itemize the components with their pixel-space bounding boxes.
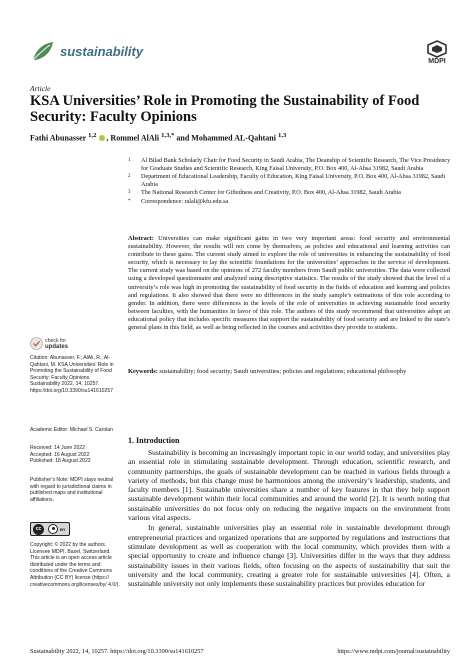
updates-label: updates — [45, 343, 69, 350]
affiliation-text: Al Bilad Bank Scholarly Chair for Food Security in Saudi Arabia, The Deanship of Scientific Research, The Vice Presidency for Graduate Studies and Scientific Research, King Faisal University, P.O. Box 400, Al-Ahsa 31982, Saudi Arabia — [141, 157, 451, 172]
citation-block: Citation: Abunasser, F.; AlAli, R.; Al-Qahtani, M. KSA Universities’ Role in Promoting the Sustainability of Food Security: Faculty Opinions. Sustainability 2022, 14, 10257. https://doi.org/10.3390/su141610257 — [30, 355, 114, 394]
publisher-note: Publisher’s Note: MDPI stays neutral with regard to jurisdictional claims in published maps and institutional affiliations. — [30, 477, 114, 503]
copyright-notice: Copyright: © 2022 by the authors. Licensee MDPI, Basel, Switzerland. This article is an open access article distributed under the terms and conditions of the Creative Commons Attribution (CC BY) license (https:// creativecommons.org/licenses/by/ 4.0/). — [30, 542, 120, 588]
affiliation-text: Department of Educational Leadership, Faculty of Education, King Faisal University, P.O. Box 400, Al-Ahsa 31982, Saudi Arabia — [141, 173, 446, 188]
affiliation-mark: 2 — [128, 174, 131, 180]
affiliation-mark: * — [128, 198, 131, 204]
keywords-label: Keywords: — [128, 368, 158, 375]
author-affil-sup: 1,3,* — [161, 132, 175, 139]
publisher-name: MDPI — [428, 58, 446, 65]
author-name[interactable]: and Mohammed AL-Qahtani — [176, 133, 276, 143]
affiliation-item — [128, 157, 458, 172]
affiliation-item — [128, 189, 458, 197]
abstract — [128, 235, 450, 332]
received-date: Received: 14 June 2022 — [30, 445, 85, 451]
academic-editor: Academic Editor: Michael S. Carolan — [30, 427, 113, 433]
mdpi-hexagon-icon — [426, 40, 448, 58]
published-date: Published: 18 August 2022 — [30, 458, 91, 465]
author-affil-sup: 1,2 — [88, 132, 97, 139]
cc-license-badge[interactable] — [30, 522, 70, 536]
keywords — [128, 368, 450, 376]
paragraph: In general, sustainable universities play an essential role in sustainable development through entrepreneurial practices and organized operations that are supported by regulations and instructions that stimulate development as well as cooperation with the local community, which provides them with a special opportunity to create and influence change [3]. Universities differ in the ways that they address sustainability issues in their various fields, often focusing on the aspects of sustainability that suit the university and the local community, creating a greater role for sustainable universities [4]. Often, a sustainable university not only implements these sustainability practices but provides education for — [128, 523, 450, 589]
footer-journal-url[interactable]: https://www.mdpi.com/journal/sustainability — [337, 648, 450, 655]
affiliation-item — [128, 173, 458, 188]
affiliation-mark: 3 — [128, 190, 131, 196]
paragraph: Sustainability is becoming an increasingly important topic in our world today, and universities play an essential role in stimulating sustainable development. Through education, scientific research, and community partnerships, the goals of sustainable development can be reached in various fields through a variety of methods, but this change must be harmonious among the university’s leadership, students, and faculty members [1]. Sustainable universities share a number of key features in that they help support sustainable development within their local communities and around the world [2]. It is worth noting that sustainable universities do not focus only on reducing the negative impacts on the environment from various vital aspects. — [128, 448, 450, 523]
check-label: check for — [45, 337, 67, 344]
page-footer — [30, 648, 450, 655]
author-name[interactable]: , Rommel AlAli — [106, 133, 160, 143]
journal-name: sustainability — [60, 43, 144, 59]
cc-icon: cc — [33, 524, 44, 535]
check-updates-icon — [30, 337, 43, 350]
mdpi-logo — [426, 40, 448, 65]
publication-dates — [30, 445, 120, 465]
author-list — [30, 132, 286, 143]
accepted-date: Accepted: 16 August 2022 — [30, 451, 90, 458]
affiliation-text: The National Research Center for Giftedness and Creativity, P.O. Box 400, Al-Ahsa 31982, Saudi Arabia — [141, 189, 401, 197]
affiliation-item — [128, 198, 458, 206]
affiliation-mark: 1 — [128, 158, 131, 163]
leaf-icon — [30, 38, 56, 64]
article-type: Article — [30, 84, 51, 93]
footer-citation[interactable]: Sustainability 2022, 14, 10257. https://doi.org/10.3390/su141610257 — [30, 648, 204, 655]
author-affil-sup: 1,3 — [277, 132, 287, 139]
abstract-label: Abstract: — [128, 235, 154, 242]
article-title: KSA Universities’ Role in Promoting the Sustainability of Food Security: Faculty Opinions — [30, 93, 420, 125]
orcid-icon[interactable] — [99, 135, 105, 141]
by-attribution-icon — [48, 524, 58, 534]
author-name[interactable]: Fathi Abunasser — [30, 133, 87, 143]
keywords-text: sustainability; food security; Saudi universities; policies and regulations; educational philosophy — [157, 368, 407, 375]
cc-by-label: BY — [60, 526, 66, 532]
journal-logo — [30, 38, 143, 64]
affiliations — [128, 157, 458, 207]
check-for-updates-badge[interactable] — [30, 337, 68, 350]
section-heading: 1. Introduction — [128, 436, 180, 445]
introduction-body — [128, 448, 450, 589]
abstract-text: Universities can make significant gains in two very important areas: food security and environmental sustainability. However, the results will not come by themselves, as policies and educational and learning activities can contribute to these gains. The current study aimed to explore the role of universities in enhancing the sustainability of food security, which is necessary to lay the scientific foundations for the universities’ approaches in the service of development. The current study was based on the opinions of 272 faculty members from Saudi public universities. The data were collected using a developed questionnaire and analyzed using descriptive statistics. The results of the study showed that the level of a university’s role was high in promoting the sustainability of food security in the fields of education and learning and policies and regulations. It also showed that there were no differences in the study sample’s estimations of this role according to gender. In addition, there were differences in the levels of the role of universities in achieving sustainable food security between faculties, with the humanities in favor of this role. The authors of this study recommend that universities adopt an educational policy that includes specific measures that support the sustainability of food security and are linked to the state’s general plans in this field, as well as being reflected in the courses and activities they provide to students. — [128, 235, 450, 332]
correspondence-email[interactable]: Correspondence: ralali@kfu.edu.sa — [141, 197, 229, 205]
